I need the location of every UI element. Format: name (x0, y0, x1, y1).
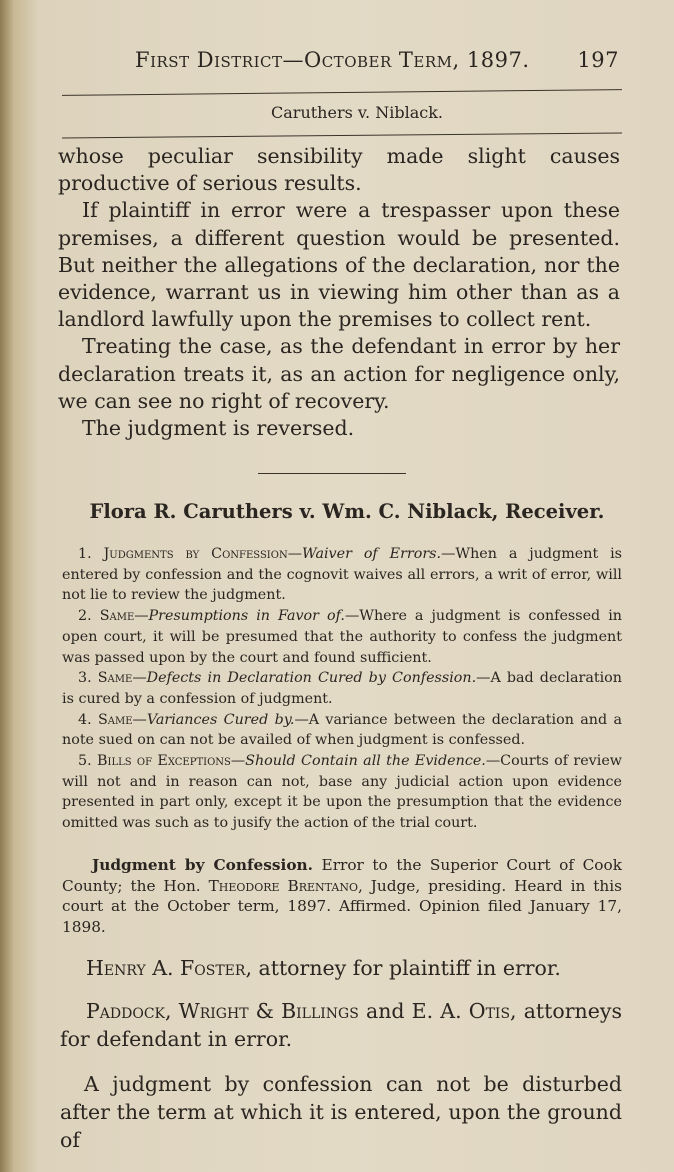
case-title: Flora R. Caruthers v. Wm. C. Niblack, Receiver. (89, 500, 605, 523)
headnote: 3. Same—Defects in Declaration Cured by Confession.—A bad declaration is cured by a confession of judgment. (62, 670, 622, 707)
running-head-rule (62, 133, 622, 139)
defendant-attorneys: Paddock, Wright & Billings and E. A. Otis, attorneys for defendant in error. (60, 999, 622, 1051)
paragraph: A judgment by confession can not be disturbed after the term at which it is entered, upon the ground of (60, 1072, 622, 1152)
plaintiff-attorney: Henry A. Foster, attorney for plaintiff in error. (86, 956, 561, 980)
opinion-text (60, 1070, 622, 1154)
paragraph: The judgment is reversed. (82, 416, 355, 441)
syllabus (62, 544, 622, 834)
judge-name: Theodore Brentano (208, 876, 358, 895)
headnote: 5. Bills of Exceptions—Should Contain all the Evidence.—Courts of review will not and in reason can not, base any judicial action upon evidence presented in part only, except it be upon the presumption that the evidence omitted was such as to jusify the action of the trial court. (62, 753, 623, 832)
section-separator (258, 473, 406, 474)
header-title: First District—October Term, 1897. (135, 48, 530, 72)
headnote: 2. Same—Presumptions in Favor of.—Where a judgment is confessed in open court, it will be presumed that the authority to confess the judgment was passed upon by the court and found sufficient. (62, 608, 623, 666)
statement-lead: Judgment by Confession. (92, 856, 313, 874)
page-number: 197 (577, 48, 619, 72)
headnote: 1. Judgments by Confession—Waiver of Errors.—When a judgment is entered by confession and the cognovit waives all errors, a writ of error, will not lie to review the judgment. (62, 546, 623, 604)
paragraph: whose peculiar sensibility made slight causes productive of serious results. (58, 144, 620, 196)
paragraph: If plaintiff in error were a trespasser upon these premises, a different question would be presented. But neither the allegations of the declaration, nor the evidence, warrant us in viewing him other than as a landlord lawfully upon the premises to collect rent. (58, 198, 620, 332)
header-rule (62, 89, 622, 96)
running-head: Caruthers v. Niblack. (271, 103, 443, 122)
headnote: 4. Same—Variances Cured by.—A variance between the declaration and a note sued on can not be availed of when judgment is confessed. (62, 711, 622, 749)
previous-opinion-text (58, 143, 620, 442)
paragraph: Treating the case, as the defendant in error by her declaration treats it, as an action for negligence only, we can see no right of recovery. (58, 334, 620, 413)
case-statement: Judgment by Confession. Error to the Superior Court of Cook County; the Hon. Theodore Brentano, Judge, presiding. Heard in this court at the October term, 1897. Affirmed. Opinion filed January 17, 1898. (62, 856, 622, 936)
attorneys (60, 954, 622, 1068)
